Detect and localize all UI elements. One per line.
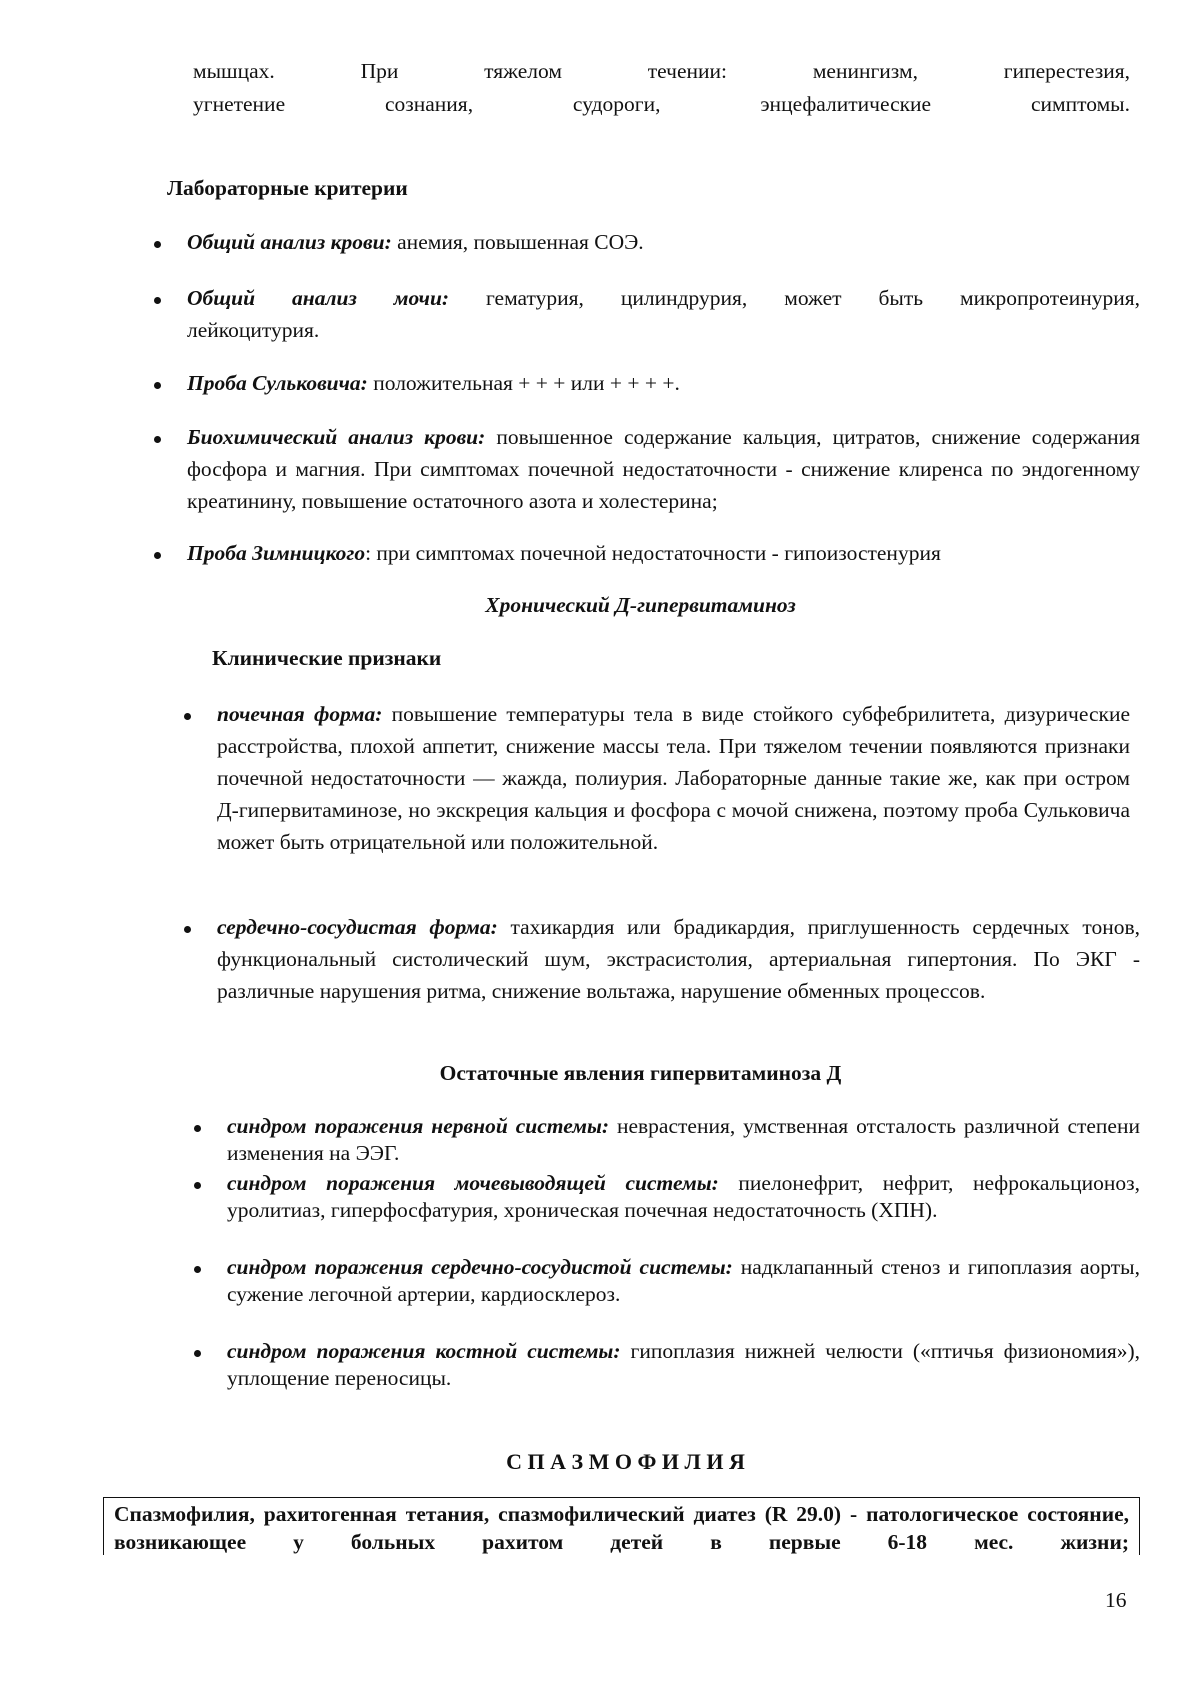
chronic-item-1-text: повышение температуры тела в виде стойкого субфебрилитета, дизурические расстройства, плохой аппетит, снижение массы тела. При тяжелом течении появляются признаки почечной недостаточности — жажда, полиурия. Лабораторные данные такие же, как при остром Д-гипервитаминозе, но экскреция кальция и фосфора с мочой снижена, поэтому проба Сульковича может быть отрицательной или положительной. bbox=[217, 702, 1130, 854]
chronic-item-1-term: почечная форма: bbox=[217, 702, 383, 726]
spasmophilia-title: С П А З М О Ф И Л И Я bbox=[506, 1449, 745, 1474]
residual-item-4-text: гипоплазия нижней челюсти («птичья физиономия»), уплощение переносицы. bbox=[227, 1339, 1141, 1390]
lab-item-1-term: Общий анализ крови: bbox=[187, 230, 392, 254]
lab-item-5-term: Проба Зимницкого bbox=[187, 541, 366, 565]
lab-item-3 bbox=[150, 367, 1140, 399]
intro-line-2: угнетение сознания, судороги, энцефалитические симптомы. bbox=[193, 92, 1130, 116]
chronic-item-1 bbox=[180, 698, 1130, 858]
bullet-icon bbox=[150, 367, 164, 399]
chronic-item-2-text: тахикардия или брадикардия, приглушенность сердечных тонов, функциональный систолический шум, экстрасистолия, артериальная гипертония. По ЭКГ - различные нарушения ритма, снижение вольтажа, нарушение обменных процессов. bbox=[217, 915, 1140, 1003]
lab-item-4 bbox=[150, 421, 1140, 517]
bullet-icon bbox=[190, 1254, 204, 1281]
residual-heading: Остаточные явления гипервитаминоза Д bbox=[439, 1061, 842, 1085]
definition-box bbox=[103, 1497, 1140, 1555]
lab-item-2-text-cont: лейкоцитурия. bbox=[187, 318, 320, 342]
residual-item-3 bbox=[190, 1254, 1140, 1308]
lab-item-5 bbox=[150, 537, 1140, 569]
lab-item-2-text: гематурия, цилиндрурия, может быть микропротеинурия, bbox=[449, 286, 1140, 310]
residual-item-1-term: синдром поражения нервной системы: bbox=[227, 1114, 610, 1138]
lab-item-3-term: Проба Сульковича: bbox=[187, 371, 368, 395]
page-number: 16 bbox=[1105, 1588, 1127, 1612]
bullet-icon bbox=[150, 226, 164, 258]
bullet-icon bbox=[190, 1170, 204, 1197]
bullet-icon bbox=[180, 698, 194, 730]
bullet-icon bbox=[180, 911, 194, 943]
chronic-item-2-term: сердечно-сосудистая форма: bbox=[217, 915, 498, 939]
residual-item-3-term: синдром поражения сердечно-сосудистой системы: bbox=[227, 1255, 733, 1279]
lab-item-2-term: Общий анализ мочи: bbox=[187, 286, 450, 310]
intro-line-1: мышцах. При тяжелом течении: менингизм, гиперестезия, bbox=[193, 59, 1130, 83]
lab-heading: Лабораторные критерии bbox=[167, 176, 408, 200]
chronic-title: Хронический Д-гипервитаминоз bbox=[485, 593, 796, 617]
residual-item-4-term: синдром поражения костной системы: bbox=[227, 1339, 621, 1363]
residual-item-2 bbox=[190, 1170, 1140, 1224]
bullet-icon bbox=[190, 1113, 204, 1140]
lab-item-5-text: : при симптомах почечной недостаточности - гипоизостенурия bbox=[365, 541, 941, 565]
residual-item-4 bbox=[190, 1338, 1140, 1392]
lab-item-1 bbox=[150, 226, 1140, 258]
lab-item-1-text: анемия, повышенная СОЭ. bbox=[391, 230, 644, 254]
residual-item-1-text: неврастения, умственная отсталость различной степени изменения на ЭЭГ. bbox=[227, 1114, 1140, 1165]
definition-text: Спазмофилия, рахитогенная тетания, спазмофилический диатез (R 29.0) - патологическое состояние, возникающее у больных рахитом детей в первые 6-18 мес. жизни; bbox=[114, 1502, 1129, 1554]
residual-item-2-term: синдром поражения мочевыводящей системы: bbox=[227, 1171, 719, 1195]
lab-item-4-text: повышенное содержание кальция, цитратов, снижение содержания фосфора и магния. При симптомах почечной недостаточности - снижение клиренса по эндогенному креатинину, повышение остаточного азота и холестерина; bbox=[187, 425, 1140, 513]
bullet-icon bbox=[190, 1338, 204, 1365]
lab-item-4-term: Биохимический анализ крови: bbox=[187, 425, 486, 449]
lab-item-3-text: положительная + + + или + + + +. bbox=[367, 371, 680, 395]
chronic-item-2 bbox=[180, 911, 1140, 1007]
lab-item-2 bbox=[150, 282, 1140, 346]
bullet-icon bbox=[150, 537, 164, 569]
residual-item-2-text: пиелонефрит, нефрит, нефрокальционоз, уролитиаз, гиперфосфатурия, хроническая почечная недостаточность (ХПН). bbox=[227, 1171, 1140, 1222]
clinical-heading: Клинические признаки bbox=[212, 646, 442, 670]
bullet-icon bbox=[150, 421, 164, 453]
residual-item-1 bbox=[190, 1113, 1140, 1167]
residual-item-3-text: надклапанный стеноз и гипоплазия аорты, сужение легочной артерии, кардиосклероз. bbox=[227, 1255, 1140, 1306]
bullet-icon bbox=[150, 282, 164, 314]
